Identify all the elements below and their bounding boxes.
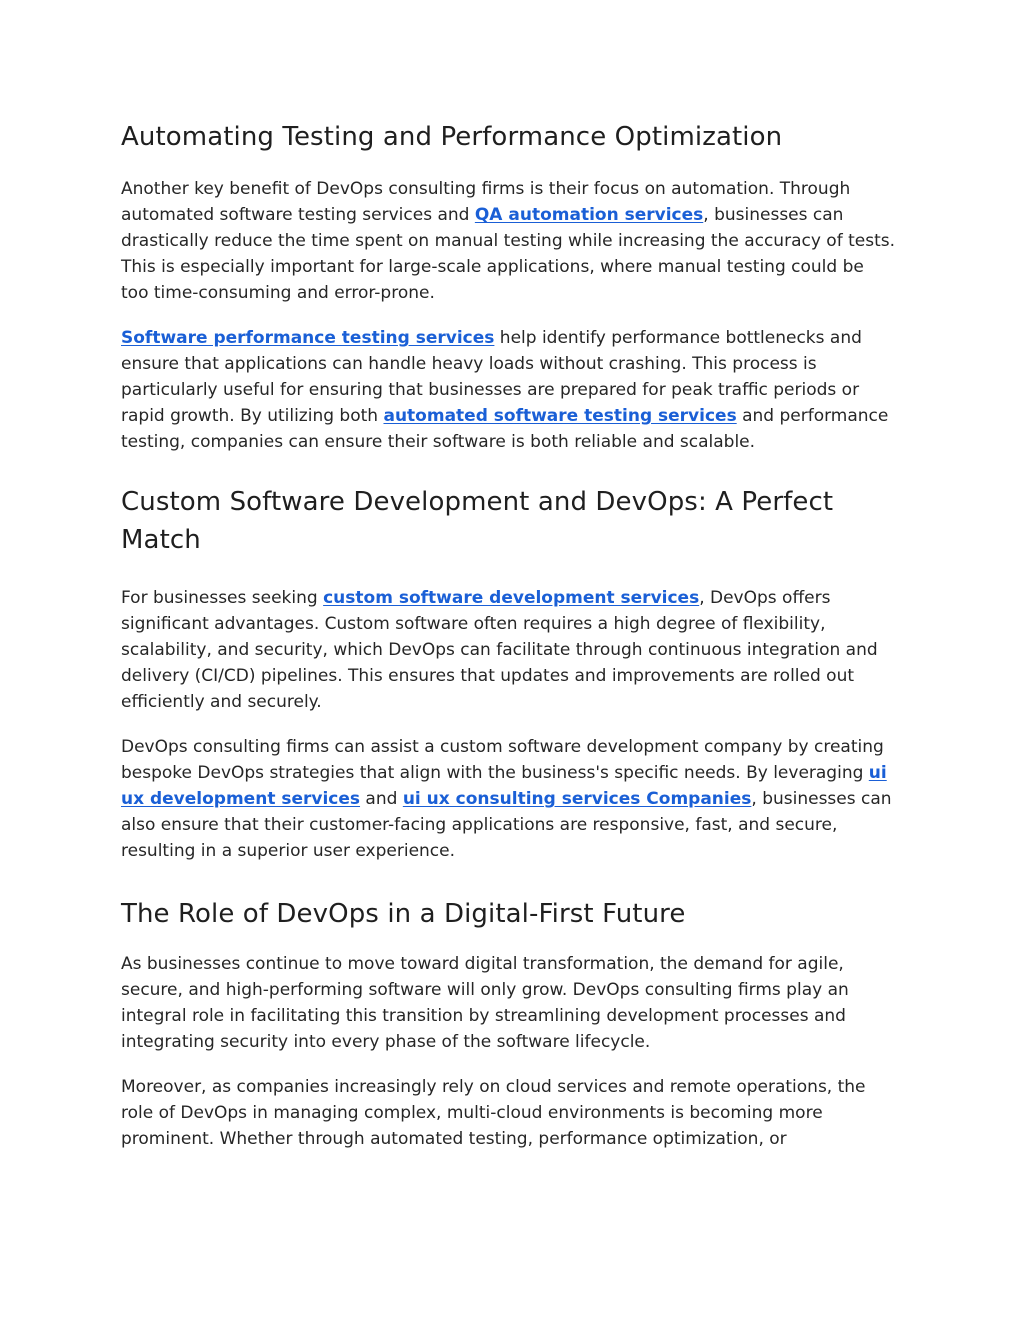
section-heading-automating-testing: Automating Testing and Performance Optimization — [121, 122, 783, 152]
paragraph-text: and — [360, 789, 403, 809]
link-automated-software-testing-services[interactable]: automated software testing services — [383, 406, 737, 426]
link-qa-automation-services[interactable]: QA automation services — [474, 205, 704, 225]
paragraph-text: help identify performance bottlenecks and ensure that applications can handle heavy loads without crashing. This process is particularly useful for ensuring that businesses are prepared for peak traffic periods or rapid growth. By utilizing both — [121, 328, 862, 426]
section-heading-custom-software: Custom Software Development and DevOps: A Perfect Match — [121, 487, 834, 555]
link-software-performance-testing-services[interactable]: Software performance testing services — [121, 328, 495, 348]
section-heading-digital-first-future: The Role of DevOps in a Digital-First Future — [121, 899, 686, 929]
paragraph-performance-testing — [121, 325, 896, 455]
paragraph-text: Another key benefit of DevOps consulting firms is their focus on automation. Through automated software testing services and — [121, 179, 851, 225]
link-ui-ux-development-services[interactable]: ui ux development services — [121, 763, 887, 809]
link-custom-software-development-services[interactable]: custom software development services — [323, 588, 700, 608]
paragraph-text: , businesses can drastically reduce the time spent on manual testing while increasing the accuracy of tests. This is especially important for large-scale applications, where manual testing could be too time-consuming and error-prone. — [121, 205, 895, 303]
paragraph-digital-transformation — [121, 951, 896, 1055]
paragraph-text: and performance testing, companies can ensure their software is both reliable and scalable. — [121, 406, 889, 452]
paragraph-automation-benefit — [121, 176, 896, 306]
paragraph-text: As businesses continue to move toward digital transformation, the demand for agile, secure, and high-performing software will only grow. DevOps consulting firms play an integral role in facilitating this transition by streamlining development processes and integrating security into every phase of the software lifecycle. — [121, 954, 849, 1052]
document-page — [121, 118, 896, 1152]
paragraph-cloud-services — [121, 1074, 896, 1152]
paragraph-custom-software-advantages — [121, 585, 896, 715]
link-ui-ux-consulting-services-companies[interactable]: ui ux consulting services Companies — [402, 789, 752, 809]
paragraph-text: Moreover, as companies increasingly rely on cloud services and remote operations, the role of DevOps in managing complex, multi-cloud environments is becoming more prominent. Whether through automated testing, performance optimization, or — [121, 1077, 866, 1149]
paragraph-devops-strategies — [121, 734, 896, 864]
paragraph-text: , DevOps offers significant advantages. Custom software often requires a high degree of flexibility, scalability, and security, which DevOps can facilitate through continuous integration and delivery (CI/CD) pipelines. This ensures that updates and improvements are rolled out efficiently and securely. — [121, 588, 878, 712]
paragraph-text: For businesses seeking — [121, 588, 324, 608]
paragraph-text: DevOps consulting firms can assist a custom software development company by creating bespoke DevOps strategies that align with the business's specific needs. By leveraging — [121, 737, 884, 783]
paragraph-text: , businesses can also ensure that their customer-facing applications are responsive, fast, and secure, resulting in a superior user experience. — [121, 789, 892, 861]
